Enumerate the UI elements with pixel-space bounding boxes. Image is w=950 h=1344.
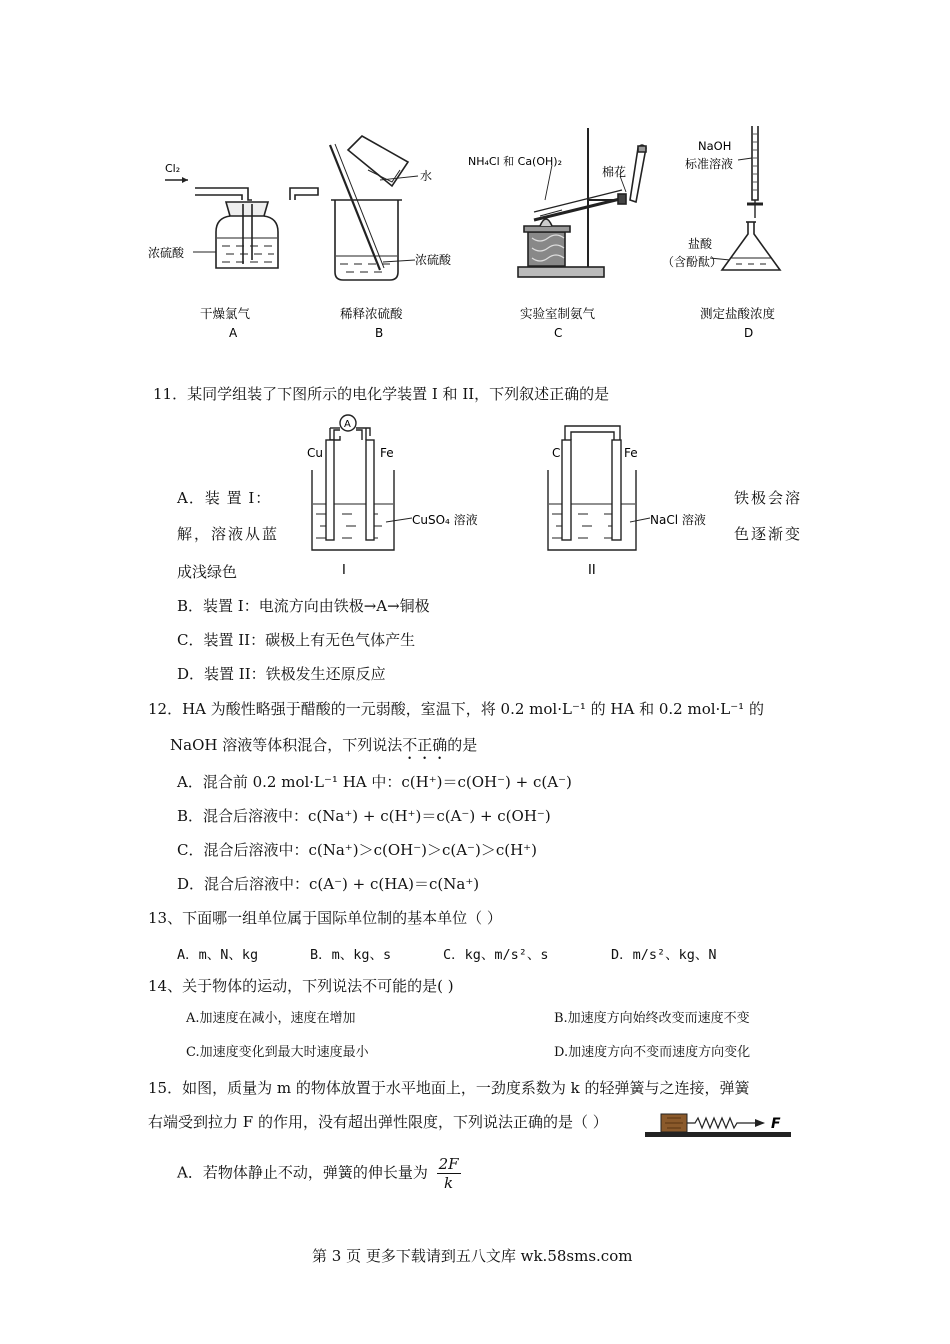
apparatus-a [165, 177, 318, 268]
c-reagent-label: NH₄Cl 和 Ca(OH)₂ [468, 155, 562, 168]
a-caption: 干燥氯气 [200, 306, 251, 321]
a-liquid-label: 浓硫酸 [148, 246, 185, 260]
fraction-numerator: 2F [438, 1155, 459, 1173]
device1-label: I [342, 563, 346, 578]
device2-left-electrode: C [552, 446, 561, 460]
device-1 [312, 415, 412, 550]
d-caption: 测定盐酸浓度 [700, 306, 776, 321]
q13-option-d: D．m/s²、kg、N [611, 947, 717, 963]
b-acid-label: 浓硫酸 [415, 253, 452, 267]
q12-option-c: C．混合后溶液中：c(Na⁺)＞c(OH⁻)＞c(A⁻)＞c(H⁺) [177, 841, 537, 859]
q15-option-a [177, 1155, 461, 1192]
force-label: F [771, 1116, 781, 1132]
c-letter: C [554, 326, 563, 340]
page-footer: 第 3 页 更多下载请到五八文库 wk.58sms.com [312, 1247, 633, 1265]
device2-label: II [588, 563, 596, 578]
d-acid-label-2: （含酚酞） [662, 255, 723, 269]
c-caption: 实验室制氨气 [520, 306, 596, 321]
device1-right-electrode: Fe [380, 446, 394, 460]
device-2 [548, 426, 650, 550]
device1-solution: CuSO₄ 溶液 [412, 513, 478, 527]
q11-option-d: D．装置 II：铁极发生还原反应 [177, 665, 386, 683]
q15-spring-figure [645, 1106, 795, 1140]
q12-stem-line2 [170, 735, 477, 763]
q14-option-c: C.加速度变化到最大时速度最小 [186, 1045, 369, 1060]
q13-option-b: B．m、kg、s [310, 947, 392, 963]
fraction-denominator: k [444, 1174, 454, 1192]
d-letter: D [744, 326, 754, 340]
q11-option-c: C．装置 II：碳极上有无色气体产生 [177, 631, 416, 649]
q14-option-b: B.加速度方向始终改变而速度不变 [554, 1011, 750, 1026]
c-cotton-label: 棉花 [602, 165, 627, 179]
d-base-label-1: NaOH [698, 139, 732, 153]
q11-option-b: B．装置 I：电流方向由铁极→A→铜极 [177, 597, 430, 615]
figure-10 [140, 120, 820, 350]
q15-option-a-text: A．若物体静止不动，弹簧的伸长量为 [177, 1163, 428, 1182]
q12-stem-part-c: 的是 [447, 736, 478, 754]
q13-option-a: A．m、N、kg [177, 947, 259, 963]
apparatus-b [330, 136, 418, 280]
q11-stem: 11．某同学组装了下图所示的电化学装置 I 和 II，下列叙述正确的是 [153, 385, 610, 403]
block-spring-diagram [645, 1106, 795, 1140]
spring [687, 1118, 757, 1128]
electrochem-devices [290, 410, 740, 580]
a-gas-label: Cl₂ [165, 162, 181, 175]
b-letter: B [375, 326, 384, 340]
device2-solution: NaCl 溶液 [650, 513, 706, 527]
d-acid-label-1: 盐酸 [688, 237, 713, 251]
b-caption: 稀释浓硫酸 [340, 306, 403, 321]
device2-right-electrode: Fe [624, 446, 638, 460]
q12-option-d: D．混合后溶液中：c(A⁻) + c(HA)＝c(Na⁺) [177, 875, 480, 893]
fraction-2f-over-k [437, 1155, 461, 1192]
q11-diagram [290, 410, 740, 580]
q15-stem-line2: 右端受到拉力 F 的作用，没有超出弹性限度，下列说法正确的是（ ） [148, 1113, 608, 1131]
q12-stem-part-a: NaOH 溶液等体积混合，下列说法 [170, 736, 403, 754]
q12-stem-line1: 12．HA 为酸性略强于醋酸的一元弱酸，室温下，将 0.2 mol·L⁻¹ 的 HA 和 0.2 mol·L⁻¹ 的 [148, 700, 764, 718]
d-base-label-2: 标准溶液 [685, 157, 734, 171]
q14-option-d: D.加速度方向不变而速度方向变化 [554, 1045, 751, 1060]
q15-stem-line1: 15．如图，质量为 m 的物体放置于水平地面上，一劲度系数为 k 的轻弹簧与之连接，弹簧 [148, 1079, 750, 1097]
apparatus-c [518, 128, 646, 277]
q11-option-a-line2: 解，溶液从蓝 [177, 525, 280, 543]
q12-option-a: A．混合前 0.2 mol·L⁻¹ HA 中：c(H⁺)＝c(OH⁻) + c(A⁻) [177, 773, 572, 791]
ground-surface [645, 1132, 791, 1137]
q13-option-c: C．kg、m/s²、s [443, 947, 549, 963]
device1-left-electrode: Cu [307, 446, 323, 460]
q11-option-a-line3: 成浅绿色 [177, 563, 238, 581]
q12-option-b: B．混合后溶液中：c(Na⁺) + c(H⁺)＝c(A⁻) + c(OH⁻) [177, 807, 551, 825]
a-letter: A [229, 326, 238, 340]
q13-stem: 13、下面哪一组单位属于国际单位制的基本单位（ ） [148, 909, 502, 927]
apparatus-diagrams [140, 120, 820, 350]
b-water-label: 水 [420, 169, 433, 183]
q11-option-a-line1-right: 铁极会溶 [734, 489, 803, 507]
q14-stem: 14、关于物体的运动，下列说法不可能的是( ) [148, 977, 454, 995]
force-arrow [755, 1119, 765, 1127]
q11-option-a-line2-right: 色逐渐变 [734, 525, 803, 543]
q11-option-a-line1: A．装 置 I： [177, 489, 272, 507]
ammeter-label: A [344, 419, 351, 430]
q12-emphasis: 不正确 [402, 736, 448, 754]
q14-option-a: A.加速度在减小，速度在增加 [186, 1011, 356, 1026]
